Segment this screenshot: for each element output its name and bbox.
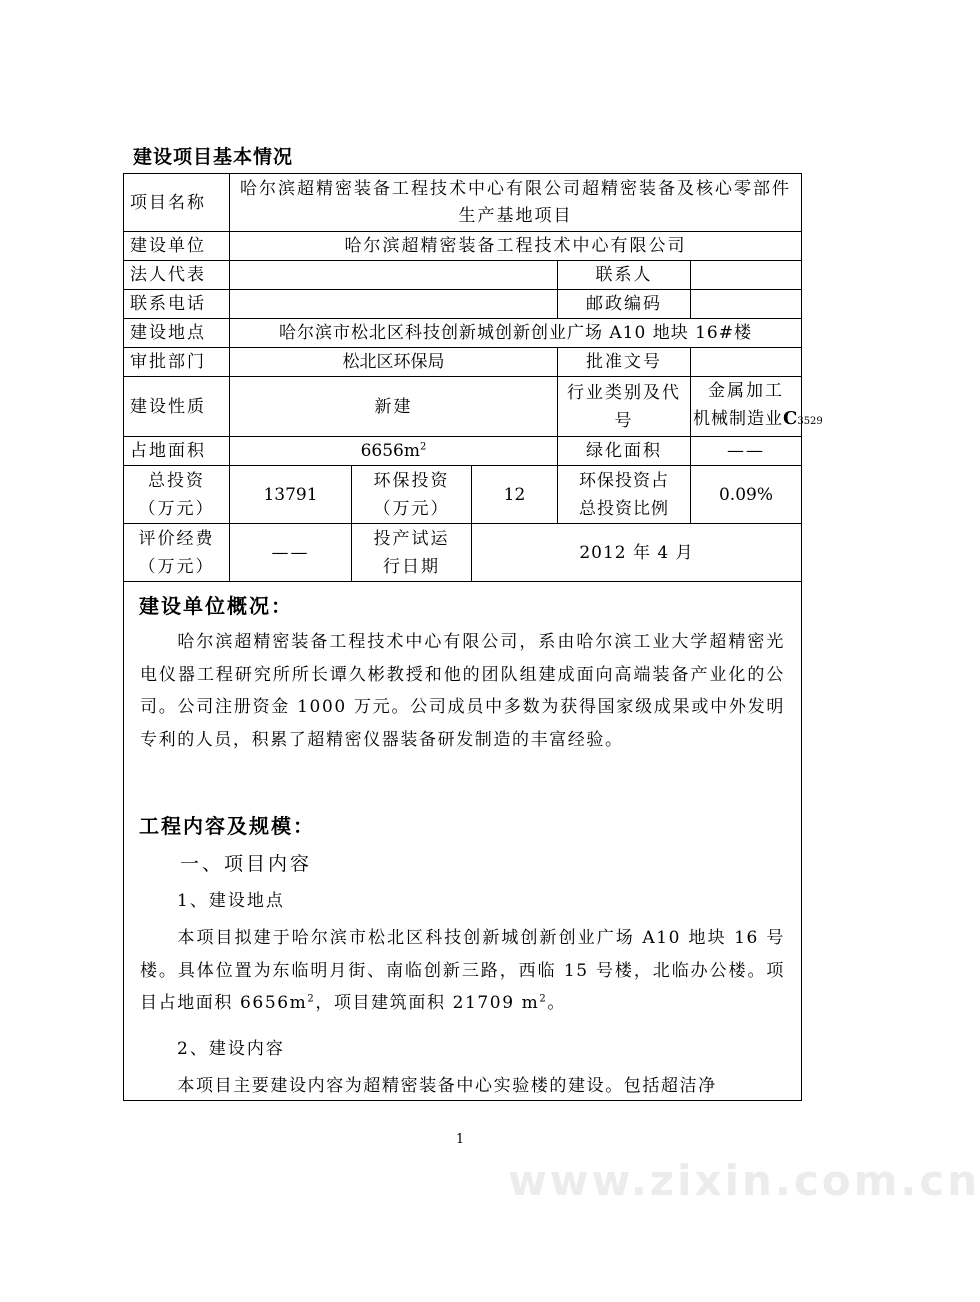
item1-text-a: 本项目拟建于哈尔滨市松北区科技创新城创新创业广场 A10 地块 16 号楼。具体位置为东临明月街、南临创新三路，西临 15 号楼，北临办公楼。项目占地面积 6656m [140, 928, 785, 1013]
industry-value [691, 377, 823, 437]
investment-label-line2: （万元） [138, 498, 215, 519]
trial-date-label-line2: 行日期 [383, 556, 440, 577]
overview-text: 哈尔滨超精密装备工程技术中心有限公司，系由哈尔滨工业大学超精密光电仪器工程研究所所长谭久彬教授和他的团队组建成面向高端装备产业化的公司。公司注册资金 1000 万元。公司成员中多数为获得国家级成果或中外发明专利的人员，积累了超精密仪器装备研发制造的丰富经验。 [140, 632, 785, 750]
industry-code-sub: 3529 [797, 416, 823, 427]
row-nature [124, 377, 802, 437]
item1-text-c: 。 [547, 993, 566, 1013]
item2-text: 本项目主要建设内容为超精密装备中心实验楼的建设。包括超洁净 [177, 1076, 717, 1096]
industry-label: 行业类别及代号 [558, 377, 691, 437]
env-ratio-label-line2: 总投资比例 [579, 498, 669, 519]
postcode-value [691, 290, 802, 319]
builder-label: 建设单位 [124, 232, 230, 261]
env-investment-label-line1: 环保投资 [373, 470, 450, 491]
description-body [130, 582, 980, 1205]
row-legal-rep [124, 261, 802, 290]
approval-value: 松北区环保局 [230, 348, 558, 377]
industry-code: C [783, 408, 798, 429]
env-investment-value: 12 [472, 466, 558, 524]
postcode-label: 邮政编码 [558, 290, 691, 319]
engineering-heading: 工程内容及规模： [139, 814, 315, 838]
item1-sup-b: 2 [539, 993, 548, 1005]
builder-value: 哈尔滨超精密装备工程技术中心有限公司 [230, 232, 802, 261]
legal-rep-label: 法人代表 [124, 261, 230, 290]
env-investment-label [352, 466, 472, 524]
approval-doc-value [691, 348, 802, 377]
investment-value: 13791 [230, 466, 352, 524]
nature-label: 建设性质 [124, 377, 230, 437]
page-title: 建设项目基本情况 [133, 146, 294, 168]
item1-sup-a: 2 [307, 993, 316, 1005]
row-investment [124, 466, 802, 524]
env-ratio-value: 0.09% [691, 466, 802, 524]
fee-label [124, 524, 230, 582]
nature-value: 新建 [230, 377, 558, 437]
industry-line1: 金属加工 [708, 381, 784, 401]
item1-text [140, 922, 785, 1020]
investment-label [124, 466, 230, 524]
item1-text-b: ，项目建筑面积 21709 m [315, 993, 540, 1013]
overview-heading: 建设单位概况： [139, 594, 293, 618]
area-label: 占地面积 [124, 437, 230, 466]
industry-line2 [693, 405, 823, 436]
approval-label: 审批部门 [124, 348, 230, 377]
fee-label-line2: （万元） [138, 556, 215, 577]
contact-value [691, 261, 802, 290]
row-builder [124, 232, 802, 261]
row-location [124, 319, 802, 348]
row-area [124, 437, 802, 466]
fee-value: —— [230, 524, 352, 582]
item1-title: 1、建设地点 [177, 891, 285, 911]
project-name-label: 项目名称 [124, 174, 230, 232]
approval-doc-label: 批准文号 [558, 348, 691, 377]
green-area-label: 绿化面积 [558, 437, 691, 466]
industry-name: 机械制造业 [693, 409, 783, 429]
area-unit-sup: 2 [420, 441, 427, 453]
section-project-content: 一、项目内容 [180, 853, 313, 875]
description-cell [124, 582, 980, 1205]
trial-date-value: 2012 年 4 月 [472, 524, 802, 582]
env-ratio-label [558, 466, 691, 524]
area-value [230, 437, 558, 466]
location-value: 哈尔滨市松北区科技创新城创新创业广场 A10 地块 16#楼 [230, 319, 802, 348]
watermark: www.zixin.com.cn [508, 1156, 980, 1205]
legal-rep-value [230, 261, 558, 290]
row-phone [124, 290, 802, 319]
page-number: 1 [455, 1132, 465, 1147]
row-body [124, 582, 802, 1101]
env-ratio-label-line1: 环保投资占 [579, 470, 669, 491]
phone-value [230, 290, 558, 319]
trial-date-label-line1: 投产试运 [373, 528, 450, 549]
fee-label-line1: 评价经费 [138, 528, 215, 549]
trial-date-label [352, 524, 472, 582]
green-area-value: —— [691, 437, 802, 466]
investment-label-line1: 总投资 [148, 470, 205, 491]
item2-title: 2、建设内容 [177, 1039, 285, 1059]
project-name-value: 哈尔滨超精密装备工程技术中心有限公司超精密装备及核心零部件生产基地项目 [230, 174, 802, 232]
contact-label: 联系人 [558, 261, 691, 290]
env-investment-label-line2: （万元） [373, 498, 450, 519]
area-number: 6656m [360, 441, 420, 461]
row-fee [124, 524, 802, 582]
phone-label: 联系电话 [124, 290, 230, 319]
basic-info-table [123, 173, 980, 1205]
row-project-name [124, 174, 802, 232]
row-approval [124, 348, 802, 377]
location-label: 建设地点 [124, 319, 230, 348]
